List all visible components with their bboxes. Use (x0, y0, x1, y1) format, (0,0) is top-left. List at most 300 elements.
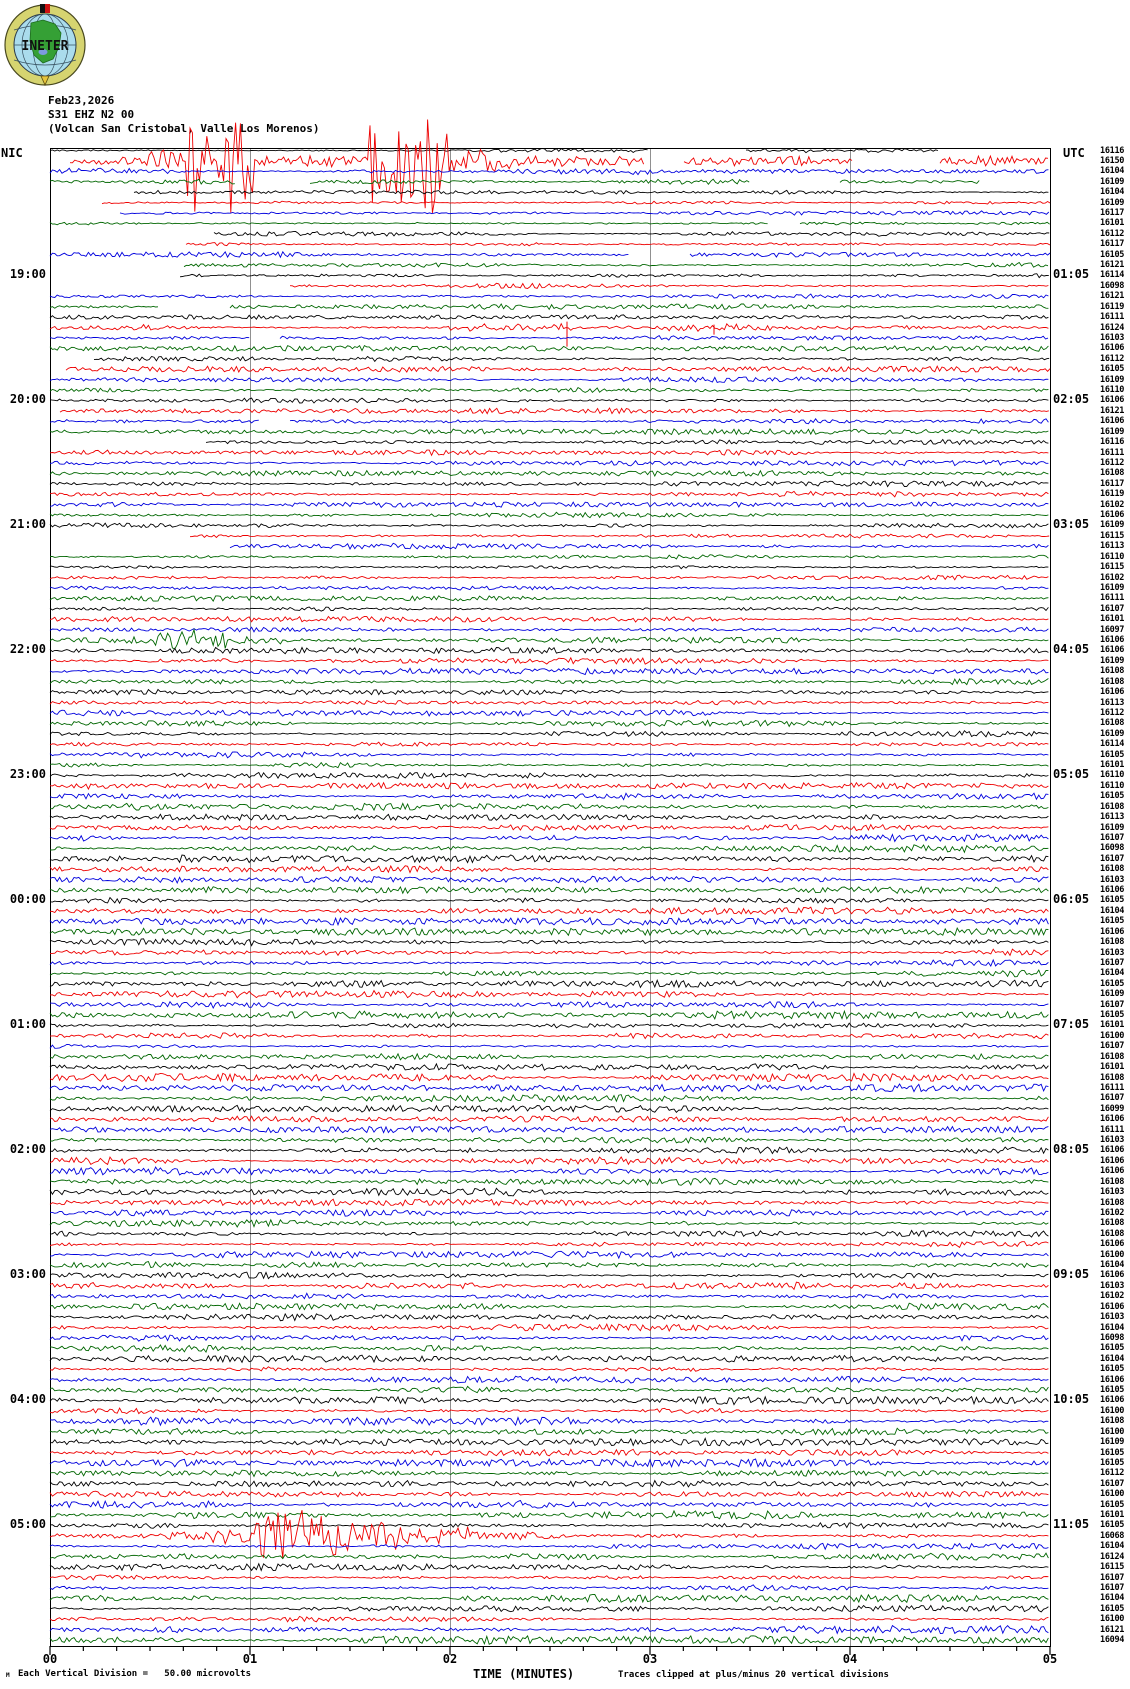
trace-value: 16112 (1100, 457, 1125, 468)
trace-value: 16103 (1100, 874, 1125, 885)
trace-value: 16100 (1100, 1249, 1125, 1260)
trace-line (50, 939, 1048, 946)
trace-line (50, 742, 1048, 746)
trace-value: 16121 (1100, 260, 1125, 271)
trace-line (50, 523, 1048, 528)
trace-value: 16106 (1100, 416, 1125, 427)
trace-line (50, 1585, 1048, 1591)
trace-value: 16108 (1100, 718, 1125, 729)
trace-line (50, 607, 1048, 611)
trace-line (50, 1251, 1048, 1258)
trace-value: 16105 (1100, 1520, 1125, 1531)
trace-line (50, 252, 1050, 257)
clip-note: Traces clipped at plus/minus 20 vertical divisions (618, 1670, 889, 1680)
trace-line (50, 555, 1048, 559)
trace-line (50, 1137, 1048, 1143)
trace-line (50, 1073, 1048, 1081)
trace-value: 16105 (1100, 1603, 1125, 1614)
trace-line (50, 907, 1048, 914)
trace-value: 16104 (1100, 1353, 1125, 1364)
trace-line (50, 876, 1048, 883)
trace-line (50, 304, 1048, 309)
trace-line (50, 970, 1048, 977)
hour-label-right: 08:05 (1053, 1142, 1090, 1157)
trace-value: 16108 (1100, 666, 1125, 677)
trace-line (50, 1167, 1048, 1175)
hour-label-left: 23:00 (9, 767, 46, 782)
trace-value: 16104 (1100, 1593, 1125, 1604)
trace-line (50, 773, 1048, 779)
trace-line (50, 1636, 1048, 1644)
trace-value: 16068 (1100, 1530, 1125, 1541)
trace-line (50, 658, 1048, 664)
trace-value: 16121 (1100, 405, 1125, 416)
trace-line (206, 440, 1048, 445)
trace-line (50, 1293, 1048, 1299)
trace-value: 16119 (1100, 489, 1125, 500)
x-tick-label: 04 (842, 1652, 858, 1666)
trace-line (50, 1355, 1048, 1362)
trace-line (50, 855, 1048, 863)
trace-value: 16115 (1100, 530, 1125, 541)
trace-value: 16108 (1100, 864, 1125, 875)
hour-label-left: 03:00 (9, 1267, 46, 1282)
scale-note: Each Vertical Division = 50.00 microvolts (18, 1669, 251, 1679)
trace-line (50, 991, 1048, 998)
trace-value: 16108 (1100, 1072, 1125, 1083)
trace-line (50, 1386, 1048, 1392)
trace-line (50, 471, 1048, 477)
trace-line (50, 1002, 1048, 1008)
trace-line (50, 1231, 1048, 1238)
x-tick-label: 05 (1042, 1652, 1058, 1666)
trace-line (50, 1303, 1048, 1310)
hour-label-right: 03:05 (1053, 517, 1090, 532)
trace-value: 16110 (1100, 770, 1125, 781)
trace-value: 16100 (1100, 1426, 1125, 1437)
trace-value: 16106 (1100, 1155, 1125, 1166)
trace-line (50, 630, 1048, 649)
trace-line (50, 1510, 1048, 1558)
trace-value: 16112 (1100, 353, 1125, 364)
trace-value: 16101 (1100, 760, 1125, 771)
trace-value: 16111 (1100, 447, 1125, 458)
trace-value: 16101 (1100, 218, 1125, 229)
trace-value: 16119 (1100, 301, 1125, 312)
trace-line (50, 1095, 1048, 1102)
trace-line (50, 668, 1048, 674)
trace-value: 16103 (1100, 947, 1125, 958)
hour-label-right: 07:05 (1053, 1017, 1090, 1032)
trace-line (50, 887, 1048, 894)
trace-value: 16109 (1100, 728, 1125, 739)
trace-line (50, 834, 1048, 841)
trace-value: 16105 (1100, 916, 1125, 927)
trace-line (50, 1511, 1048, 1519)
trace-line (50, 1376, 1048, 1383)
trace-line (50, 1564, 1048, 1571)
trace-line (50, 586, 1048, 590)
hour-label-left: 05:00 (9, 1517, 46, 1532)
trace-value: 16101 (1100, 1062, 1125, 1073)
trace-value: 16107 (1100, 832, 1125, 843)
trace-value: 16107 (1100, 1041, 1125, 1052)
trace-line (50, 1575, 1048, 1580)
x-tick-label: 00 (42, 1652, 58, 1666)
trace-value: 16108 (1100, 1228, 1125, 1239)
trace-line (50, 596, 1048, 601)
trace-line (50, 1157, 1048, 1164)
trace-line (50, 1470, 1048, 1476)
trace-line (180, 274, 1049, 278)
hour-label-left: 04:00 (9, 1392, 46, 1407)
trace-line (50, 648, 1048, 654)
trace-line (50, 429, 1048, 435)
trace-line (50, 315, 1048, 320)
header-location: (Volcan San Cristobal, Valle Los Morenos) (48, 122, 320, 135)
trace-value: 16107 (1100, 603, 1125, 614)
trace-line (50, 731, 1048, 737)
trace-value: 16106 (1100, 1270, 1125, 1281)
trace-line (50, 179, 979, 184)
hour-label-right: 05:05 (1053, 767, 1090, 782)
trace-value: 16102 (1100, 572, 1125, 583)
trace-value: 16111 (1100, 1082, 1125, 1093)
hour-label-right: 06:05 (1053, 892, 1090, 907)
x-tick-label: 02 (442, 1652, 458, 1666)
trace-value: 16105 (1100, 364, 1125, 375)
trace-line (50, 1417, 1048, 1425)
trace-line (50, 1282, 1048, 1289)
trace-line (60, 408, 1049, 414)
trace-line (94, 357, 1049, 362)
trace-value: 16105 (1100, 978, 1125, 989)
x-tick-label: 03 (642, 1652, 658, 1666)
trace-value: 16114 (1100, 270, 1125, 281)
trace-value: 16107 (1100, 1572, 1125, 1583)
trace-line (50, 346, 1048, 352)
trace-value: 16108 (1100, 676, 1125, 687)
trace-value: 16110 (1100, 385, 1125, 396)
trace-line (50, 1033, 1048, 1039)
trace-line (50, 1480, 1048, 1487)
trace-line (50, 960, 1048, 966)
trace-value: 16109 (1100, 520, 1125, 531)
trace-line (50, 1011, 1048, 1019)
trace-value: 16099 (1100, 1103, 1125, 1114)
trace-line (290, 283, 1048, 288)
hour-label-right: 01:05 (1053, 267, 1090, 282)
trace-line (50, 1147, 1048, 1153)
trace-line (50, 720, 1048, 726)
trace-value: 16105 (1100, 791, 1125, 802)
hour-label-left: 01:00 (9, 1017, 46, 1032)
trace-value: 16114 (1100, 739, 1125, 750)
trace-value: 16121 (1100, 1624, 1125, 1635)
hour-label-left: 22:00 (9, 642, 46, 657)
trace-value: 16108 (1100, 468, 1125, 479)
trace-line (50, 783, 1048, 789)
trace-line (50, 1428, 1048, 1435)
trace-value: 16106 (1100, 510, 1125, 521)
trace-line (50, 803, 1048, 810)
trace-value: 16107 (1100, 999, 1125, 1010)
trace-value: 16109 (1100, 822, 1125, 833)
hour-label-right: 10:05 (1053, 1392, 1090, 1407)
trace-value: 16111 (1100, 1124, 1125, 1135)
trace-value: 16113 (1100, 541, 1125, 552)
trace-value: 16101 (1100, 1510, 1125, 1520)
header-date: Feb23,2026 (48, 94, 115, 107)
trace-value: 16109 (1100, 374, 1125, 385)
trace-value: 16117 (1100, 239, 1125, 250)
trace-line (50, 419, 1048, 424)
trace-line (50, 710, 1048, 716)
trace-line (66, 366, 1050, 372)
right-axis-title: UTC (1063, 146, 1085, 160)
trace-line (50, 1199, 1048, 1206)
trace-value: 16100 (1100, 1405, 1125, 1416)
trace-line (50, 481, 1048, 487)
trace-value: 16106 (1100, 1374, 1125, 1385)
trace-value: 16106 (1100, 645, 1125, 656)
trace-value: 16100 (1100, 1614, 1125, 1625)
trace-line (50, 149, 938, 153)
trace-line (186, 243, 1050, 246)
trace-value: 16106 (1100, 1145, 1125, 1156)
trace-value: 16108 (1100, 1218, 1125, 1229)
trace-value: 16101 (1100, 614, 1125, 625)
trace-line (50, 1220, 1048, 1227)
trace-value: 16105 (1100, 749, 1125, 760)
trace-value: 16103 (1100, 1312, 1125, 1323)
trace-line (50, 1595, 1048, 1603)
trace-line (50, 1491, 1048, 1497)
trace-line (50, 1500, 1048, 1508)
trace-line (50, 1523, 1048, 1529)
trace-value: 16111 (1100, 312, 1125, 323)
trace-line (230, 543, 1048, 549)
trace-value: 16106 (1100, 885, 1125, 896)
trace-value: 16104 (1100, 1322, 1125, 1333)
x-axis-title: TIME (MINUTES) (473, 1667, 575, 1681)
hour-label-left: 21:00 (9, 517, 46, 532)
trace-line (50, 898, 1048, 904)
trace-value: 16104 (1100, 1541, 1125, 1552)
trace-line (50, 1242, 1048, 1248)
trace-line (134, 190, 1048, 194)
trace-value: 16107 (1100, 853, 1125, 864)
trace-value: 16105 (1100, 1457, 1125, 1468)
trace-value: 16107 (1100, 1478, 1125, 1489)
trace-line (50, 1116, 1048, 1122)
trace-line (50, 450, 1048, 455)
trace-value: 16098 (1100, 1332, 1125, 1343)
trace-value: 16104 (1100, 968, 1125, 979)
trace-value: 16103 (1100, 332, 1125, 343)
trace-value: 16101 (1100, 1020, 1125, 1031)
trace-value: 16102 (1100, 1291, 1125, 1302)
trace-value: 16109 (1100, 176, 1125, 187)
trace-line (50, 491, 1048, 496)
trace-line (50, 336, 1048, 341)
trace-line (50, 866, 1048, 873)
left-axis-title: NIC (1, 146, 23, 160)
trace-line (50, 1626, 1048, 1634)
trace-line (50, 1023, 1048, 1028)
plot-border (51, 149, 1051, 1647)
trace-line (50, 980, 1048, 987)
trace-line (50, 1044, 1048, 1048)
trace-line (50, 1324, 1048, 1331)
trace-value: 16106 (1100, 1301, 1125, 1312)
trace-value: 16124 (1100, 1551, 1125, 1562)
trace-line (50, 1105, 1048, 1112)
trace-line (50, 701, 1048, 705)
trace-line (50, 1367, 1048, 1372)
trace-line (50, 627, 1048, 632)
trace-value: 16116 (1100, 437, 1125, 448)
trace-line (184, 263, 1048, 268)
trace-line (50, 222, 1050, 225)
trace-line (50, 763, 1048, 768)
trace-value: 16112 (1100, 228, 1125, 239)
trace-value: 16111 (1100, 593, 1125, 604)
trace-value: 16105 (1100, 1499, 1125, 1510)
hour-label-left: 00:00 (9, 892, 46, 907)
trace-value: 16110 (1100, 551, 1125, 562)
trace-line (50, 1064, 1048, 1070)
trace-value: 16106 (1100, 1166, 1125, 1177)
trace-value: 16104 (1100, 187, 1125, 198)
trace-line (50, 949, 1048, 955)
trace-value: 16106 (1100, 1239, 1125, 1250)
trace-value: 16116 (1100, 145, 1125, 156)
trace-value: 16110 (1100, 780, 1125, 791)
trace-line (50, 1126, 1048, 1133)
trace-value: 16105 (1100, 1385, 1125, 1395)
trace-value: 16103 (1100, 1187, 1125, 1198)
trace-line (50, 845, 1048, 853)
trace-value: 16113 (1100, 697, 1125, 708)
trace-line (50, 1438, 1048, 1445)
trace-line (190, 534, 1049, 538)
trace-line (50, 690, 1048, 695)
trace-value: 16112 (1100, 1468, 1125, 1479)
hour-label-left: 20:00 (9, 392, 46, 407)
trace-line (50, 617, 1048, 623)
x-tick-label: 01 (242, 1652, 258, 1666)
trace-value: 16100 (1100, 1489, 1125, 1500)
trace-line (50, 575, 1048, 580)
trace-line (50, 1272, 1048, 1279)
trace-value: 16097 (1100, 624, 1125, 635)
trace-line (50, 377, 1048, 383)
trace-value: 16115 (1100, 562, 1125, 573)
trace-line (50, 1543, 1048, 1549)
trace-value: 16107 (1100, 1093, 1125, 1104)
trace-value: 16108 (1100, 801, 1125, 812)
trace-line (50, 1616, 1048, 1621)
trace-value: 16103 (1100, 1280, 1125, 1291)
trace-line (50, 460, 1048, 465)
corner-glyph: M (6, 1672, 10, 1679)
trace-line (50, 1459, 1048, 1467)
trace-value: 16108 (1100, 1176, 1125, 1187)
trace-value: 16102 (1100, 499, 1125, 510)
trace-line (50, 752, 1048, 758)
trace-value: 16150 (1100, 155, 1125, 166)
header-station: S31 EHZ N2 00 (48, 108, 135, 121)
trace-value: 16109 (1100, 989, 1125, 1000)
trace-line (50, 1054, 1048, 1060)
trace-value: 16105 (1100, 895, 1125, 906)
trace-line (50, 1210, 1048, 1216)
trace-value: 16103 (1100, 1135, 1125, 1146)
trace-value: 16109 (1100, 197, 1125, 208)
trace-value: 16104 (1100, 905, 1125, 916)
trace-value: 16098 (1100, 280, 1125, 291)
trace-line (50, 1188, 1048, 1196)
trace-value: 16108 (1100, 1416, 1125, 1427)
trace-line (120, 211, 1049, 215)
logo-text: INETER (21, 39, 69, 54)
trace-value: 16100 (1100, 1030, 1125, 1041)
trace-line (50, 398, 1048, 403)
hour-label-left: 19:00 (9, 267, 46, 282)
trace-value: 16108 (1100, 1197, 1125, 1208)
trace-value: 16094 (1100, 1635, 1125, 1645)
trace-value: 16121 (1100, 291, 1125, 302)
hour-label-right: 09:05 (1053, 1267, 1090, 1282)
trace-value: 16109 (1100, 1437, 1125, 1448)
trace-value: 16109 (1100, 426, 1125, 437)
trace-value: 16106 (1100, 687, 1125, 698)
trace-value: 16112 (1100, 707, 1125, 718)
trace-value: 16113 (1100, 812, 1125, 823)
hour-label-right: 04:05 (1053, 642, 1090, 657)
trace-line (50, 1553, 1048, 1560)
hour-label-left: 02:00 (9, 1142, 46, 1157)
trace-line (50, 1314, 1048, 1321)
trace-line (50, 814, 1048, 820)
trace-line (50, 1335, 1048, 1341)
trace-line (50, 1345, 1048, 1352)
trace-value: 16117 (1100, 478, 1125, 489)
trace-line (214, 232, 1049, 237)
trace-value: 16109 (1100, 582, 1125, 593)
trace-line (102, 201, 1050, 204)
hour-label-right: 02:05 (1053, 392, 1090, 407)
trace-line (70, 120, 1048, 213)
trace-line (50, 1449, 1048, 1456)
trace-line (50, 294, 1048, 298)
trace-line (50, 324, 1048, 332)
trace-line (50, 502, 1048, 507)
trace-value: 16107 (1100, 1582, 1125, 1593)
trace-value: 16106 (1100, 1114, 1125, 1125)
trace-value: 16106 (1100, 395, 1125, 406)
trace-line (50, 1178, 1048, 1185)
trace-value: 16107 (1100, 957, 1125, 968)
trace-value: 16102 (1100, 1207, 1125, 1218)
trace-line (50, 928, 1048, 935)
trace-value: 16105 (1100, 1447, 1125, 1458)
trace-line (50, 1262, 1048, 1268)
trace-line (50, 825, 1048, 831)
trace-value: 16098 (1100, 843, 1125, 854)
trace-line (50, 388, 1048, 393)
